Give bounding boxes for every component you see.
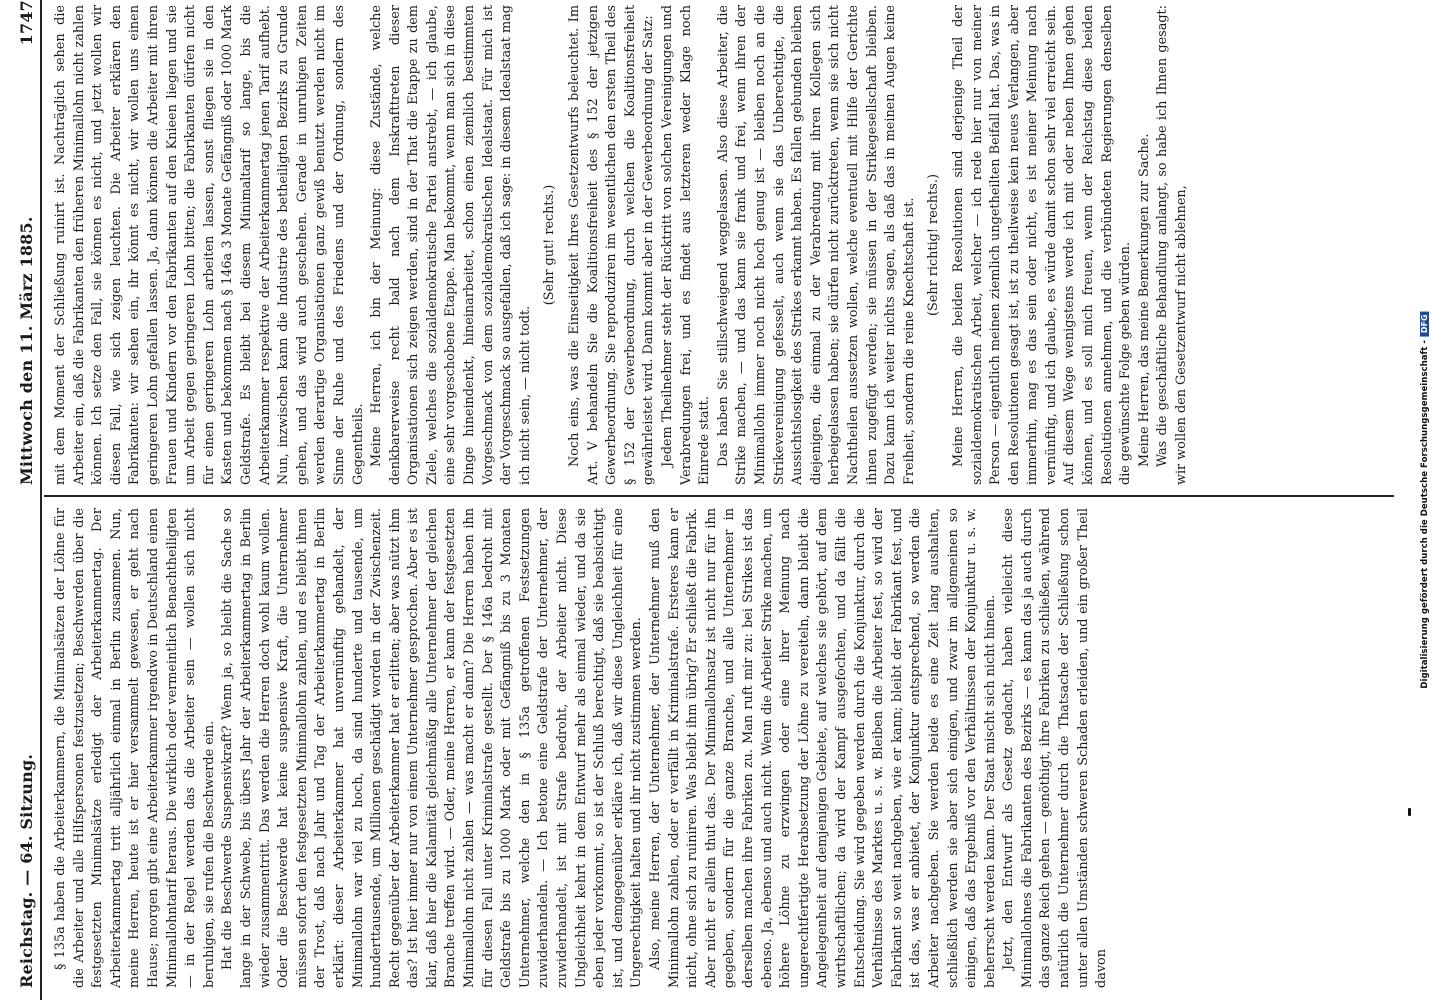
interjection: (Sehr richtig! rechts.) — [926, 174, 942, 316]
digitization-note — [1420, 311, 1430, 688]
left-title: Reichstag. — 64. Sitzung. — [17, 753, 36, 988]
right-column-paragraph: mit dem Moment der Schließung ruinirt ist. Nachträglich sehen die Arbeiter ein, daß die Fabrikanten den früheren Minimallohn nicht zahlen können. Ich setze den Fall, sie können es nicht, und jetzt wollen wir diesen Fall, wie sich zeigen leuchten. Die Arbeiter erklären den Fabrikanten: wir sehen ein, ihr könnt es nicht, wir wollen uns einen geringeren Lohn gefallen lassen. Ja, dann können die Arbeiter mit ihren Frauen und Kindern vor den Fabrikanten auf den Knieen liegen und sie um Arbeit gegen geringeren Lohn bitten; die Fabrikanten dürfen nicht für einen geringeren Lohn arbeiten lassen, sonst fliegen sie in den Kasten und bekommen nach § 146a 3 Monate Gefängniß oder 1000 Mark Geldstrafe. Es bleibt bei diesem Minimaltarif so lange, bis die Arbeiterkammer respektive der Arbeiterkammertag jenen Tarif aufhebt. Nun, inzwischen kann die Industrie des betheiligten Bezirks zu Grunde gehen, und das wird auch geschehen. Gerade in unruhigen Zeiten werden derartige Organisationen ganz gewiß benutzt werden nicht im Sinne der Ruhe und des Friedens und der Ordnung, sondern des Gegentheils. — [53, 5, 366, 485]
right-column — [52, 5, 1382, 485]
left-column-paragraph: Hat die Beschwerde Suspensivkraft? Wenn ja, so bleibt die Sache so lange in der Schwebe, bis übers Jahr der Arbeiterkammertag in Berlin wieder zusammentritt. Das werden die Herren doch wohl kaum wollen. Oder die Beschwerde hat keine suspensive Kraft, die Unternehmer müssen sofort den festgesetzten Minimallohn zahlen, und es bleibt ihnen der Trost, daß nach Jahr und Tag der Arbeiterkammertag in Berlin erklärt: dieser Arbeiterkammer hat unvernünftig gehandelt, der Minimallohn war viel zu hoch, da sind hunderte und tausende, um hunderttausende, um Millionen geschädigt worden in der Zwischenzeit. Recht gegenüber der Arbeiterkammer hat er erlitten; aber was nützt ihm das? Ist hier immer nur von einem Unternehmer gesprochen. Aber es ist klar, daß hier die Kalamität gleichmäßig alle Unternehmer der gleichen Branche treffen wird. — Oder, meine Herren, er kann der festgesetzten Minimallohn nicht zahlen — was macht er dann? Die Herren haben ihn für diesen Fall unter Kriminalstrafe gestellt. Der § 146a bedroht mit Geldstrafe bis zu 1000 Mark oder mit Gefängniß bis zu 3 Monaten Unternehmer, welche den in § 135a getroffenen Festsetzungen zuwiderhandeln. — Ich betone eine Geldstrafe der Unternehmer, der zuwiderhandelt, ist mit Strafe bedroht, der Arbeiter nicht. Diese Ungleichheit kehrt in dem Entwurf mehr als einmal wieder, und da sie eben jeder vorkommt, so ist der Schluß berechtigt, daß sie beabsichtigt ist, und demgegenüber erkläre ich, daß wir diese Ungleichheit für eine Ungerechtigkeit halten und ihr nicht zustimmen werden. — [220, 508, 645, 988]
right-title: Mittwoch den 11. März 1885. — [17, 216, 36, 485]
header-rule — [40, 0, 42, 1000]
right-column-paragraph: Meine Herren, das meine Bemerkungen zur Sache. — [1136, 133, 1152, 467]
left-column-paragraph: § 135a haben die Arbeiterkammern, die Minimalsätzen der Löhne für die Arbeiter und alle Hilfspersonen festzusetzen; Beschwerden über die festgesetzten Minimalsätze erledigt der Arbeiterkammertag. Der Arbeiterkammertag tritt alljährlich einmal in Berlin zusammen. Nun, meine Herren, heute ist er hier versammelt gewesen, er geht nach Hause; morgen gibt eine Arbeiterkammer irgendwo in Deutschland einen Minimallohntarif heraus. Die wirklich oder vermeintlich Benachtheiligten — in der Regel werden das die Arbeiter sein — wollen sich nicht beruhigen, sie rufen die Beschwerde ein. — [53, 508, 217, 988]
left-column — [52, 508, 1382, 988]
page-number: 1747 — [17, 0, 36, 46]
header-left — [8, 503, 36, 988]
column-divider — [44, 495, 1394, 497]
right-column-paragraph: Was die geschäftliche Behandlung anlangt, so habe ich Ihnen gesagt: wir wollen den Gesetzentwurf nicht ablehnen, — [1155, 5, 1190, 485]
interjection: (Sehr gut! rechts.) — [542, 184, 558, 306]
right-column-paragraph: Meine Herren, ich bin der Meinung: diese Zustände, welche denkbarerweise recht bald nach dem Inskrafttreten dieser Organisationen sich zeigen werden, sind in der That die Etappe zu dem Ziele, welches die sozialdemokratische Partei anstrebt, — ich glaube, eine sehr vorgeschobene Etappe. Man bekommt, wenn man sich in diese Dinge hineindenkt, hineinarbeitet, schon einen ziemlich bestimmten Vorgeschmack von dem sozialdemokratischen Idealstaat. Für mich ist der Vorgeschmack so ausgefallen, daß ich sage: in diesem Idealstaat mag ich nicht sein, — nicht todt. — [369, 5, 533, 485]
right-column-paragraph: Jedem Theilnehmer steht der Rücktritt von solchen Vereinigungen und Verabredungen frei, und es findet aus letzteren weder Klage noch Einrede statt. — [660, 5, 713, 485]
right-column-paragraph: Noch eins, was die Einseitigkeit Ihres Gesetzentwurfs beleuchtet. Im Art. V behandeln Sie die Koalitionsfreiheit des § 152 der jetzigen Gewerbeordnung. Sie reproduziren im wesentlichen den ersten Theil des § 152 der Gewerbeordnung, durch welchen die Koalitionsfreiheit gewährleistet wird. Dann kommt aber in der Gewerbeordnung der Satz: — [567, 5, 657, 485]
dfg-logo: DFG — [1420, 311, 1429, 336]
right-column-paragraph: Meine Herren, die beiden Resolutionen sind derjenige Theil der sozialdemokratischen Arbeit, welcher — ich rede hier nur von meiner Person — eigentlich meinen ziemlich ungetheilten Beifall hat. Das, was in den Resolutionen gesagt ist, ist zu theilweise kein neues Verlangen, aber immerhin, mag es das sein oder nicht, es ist meiner Meinung nach vernünftig, und ich glaube, es würde damit schon sehr viel erreicht sein. Auf diesem Wege wenigstens werde ich mit oder neben Ihnen gehen können, und es soll mich freuen, wenn der Reichstag diese beiden Resolutionen annehmen, und die verbündeten Regierungen denselben die gewünschte Folge geben würden. — [950, 5, 1134, 485]
header-right — [8, 0, 36, 485]
ink-mark — [1408, 808, 1411, 816]
right-column-paragraph: Das haben Sie stillschweigend weggelassen. Also diese Arbeiter, die Strike machen, — und das kann sie frank und frei, wenn ihren der Minimallohn immer noch nicht hoch genug ist — bleiben noch an die Strikevereinigung gefesselt, auch wenn sie das Unberechtigte, die Aussichtslosigkeit des Strikes erkannt haben. Es fallen gebunden bleiben diejenigen, die einmal zu der Verabredung mit ihren Kollegen sich herbeigelassen haben; sie dürfen nicht zurücktreten, wenn sie sich nicht Nachtheilen aussetzen wollen, welche eventuell mit Hilfe der Gerichte ihnen zugefügt werden; sie müssen in der Strikegesellschaft bleiben. Dazu kann ich weiter nichts sagen, als daß das in meinen Augen keine Freiheit, sondern die reine Knechtschaft ist. — [715, 5, 917, 485]
digitization-text: Digitalisierung gefördert durch die Deutsche Forschungsgemeinschaft - — [1420, 340, 1430, 689]
left-column-paragraph: Also, meine Herren, der Unternehmer, der Unternehmer muß den Minimallohn zahlen, oder er verfällt in Kriminalstrafe. Ersteres kann er nicht, ohne sich zu ruiniren. Was bleibt ihm übrig? Er schließt die Fabrik. Aber nicht er allein thut das. Der Minimallohnsatz ist nicht nur für ihn gegeben, sondern für die ganze Branche, und alle Unternehmer in derselben machen ihre Fabriken zu. Man ruft mir zu: bei Strikes ist das ebenso. Ja, ebenso und auch nicht. Wenn die Arbeiter Strike machen, um höhere Löhne zu erzwingen oder eine ihrer Meinung nach ungerechtfertigte Herabsetzung der Löhne zu vereiteln, dann bleibt die Angelegenheit auf demjenigen Gebiete, auf welches sie gehört, auf dem wirthschaftlichen; da wird der Kampf ausgefochten, und da fällt die Entscheidung. Sie wird gegeben werden durch die Konjunktur, durch die Verhältnisse des Marktes u. s. w. Bleiben die Arbeiter fest, so wird der Fabrikant so weit nachgeben, wie er kann; bleibt der Fabrikant fest, und ist das, was er anbietet, der Konjunktur entsprechend, so werden die Arbeiter nachgeben. Sie werden beide es eine Zeit lang aushalten, schließlich werden sie aber sich einigen, und zwar im allgemeinen so einigen, daß das Ergebniß vor den Verhältnissen der Konjunktur u. s. w. beherrscht werden kann. Der Staat mischt sich nicht hinein. — [648, 508, 998, 988]
left-column-paragraph: Jetzt, den Entwurf als Gesetz gedacht, haben vielleicht diese Minimallohnes die Fabrikanten des Bezirks — es kann das ja auch durch das ganze Reich gehen — genöthigt, ihre Fabriken zu schließen, während natürlich die Unternehmer durch die Thatsache der Schließung schon unter allen Umständen schweren Schaden erleiden, und ein großer Theil davon — [1001, 508, 1110, 988]
